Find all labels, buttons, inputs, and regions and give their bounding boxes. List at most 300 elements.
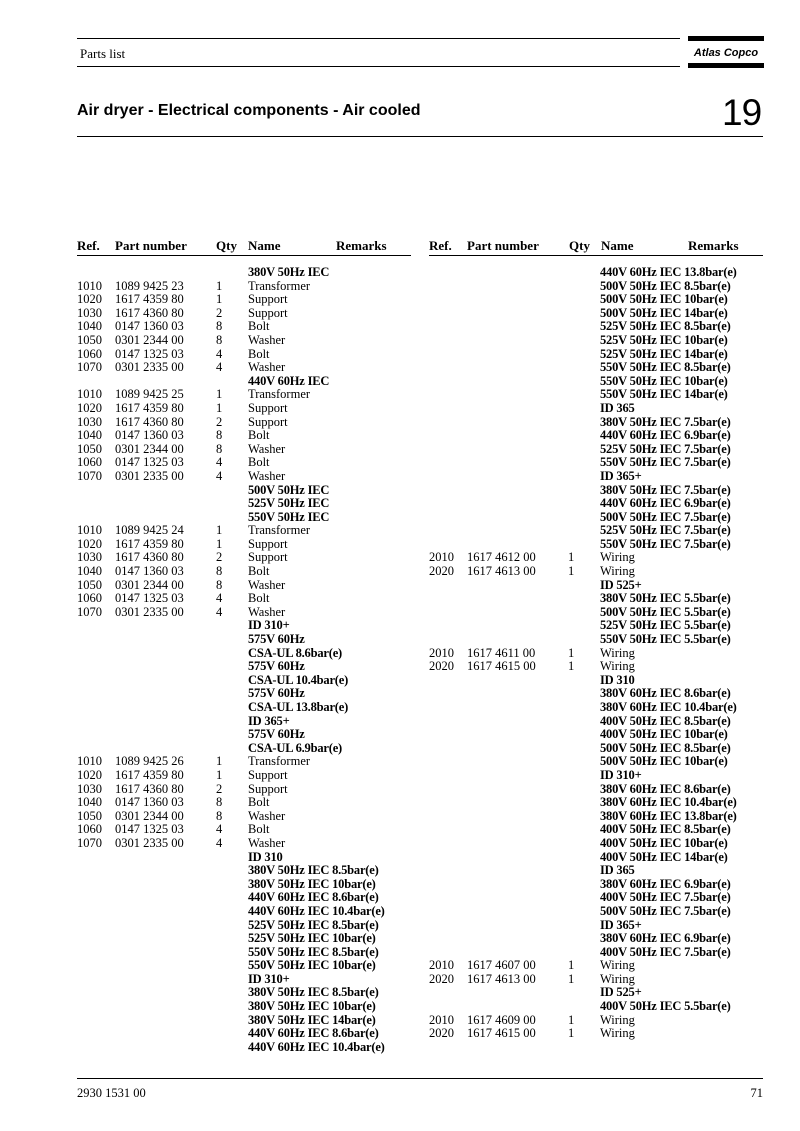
name-cell: 380V 60Hz IEC 6.9bar(e) — [600, 931, 731, 946]
table-row — [429, 402, 763, 416]
name-cell: Wiring — [600, 1012, 635, 1027]
table-row — [429, 524, 763, 538]
header-rule-left — [77, 255, 411, 256]
table-row — [429, 456, 763, 470]
name-cell: Bolt — [248, 591, 270, 606]
qty-cell: 1 — [568, 1012, 575, 1027]
ref-cell: 1010 — [77, 278, 102, 293]
name-cell: Washer — [248, 808, 286, 823]
table-row — [77, 742, 411, 756]
name-cell: 575V 60Hz — [248, 632, 305, 647]
table-row — [429, 280, 763, 294]
ref-cell: 1040 — [77, 319, 102, 334]
ref-cell: 1050 — [77, 808, 102, 823]
ref-cell: 1030 — [77, 781, 102, 796]
table-row — [429, 1027, 763, 1041]
table-row — [429, 416, 763, 430]
table-row — [77, 307, 411, 321]
name-cell: Wiring — [600, 550, 635, 565]
name-cell: 380V 60Hz IEC 8.6bar(e) — [600, 781, 731, 796]
table-row — [77, 973, 411, 987]
table-row — [429, 388, 763, 402]
name-cell: Wiring — [600, 645, 635, 660]
table-row — [77, 511, 411, 525]
qty-cell: 8 — [216, 319, 223, 334]
name-cell: Support — [248, 292, 288, 307]
name-cell: 440V 60Hz IEC 10.4bar(e) — [248, 1039, 385, 1054]
qty-cell: 8 — [216, 332, 223, 347]
qty-cell: 4 — [216, 591, 223, 606]
col-qty-left: Qty — [216, 238, 237, 253]
ref-cell: 1070 — [77, 468, 102, 483]
ref-cell: 1040 — [77, 564, 102, 579]
name-cell: Washer — [248, 577, 286, 592]
qty-cell: 1 — [568, 958, 575, 973]
name-cell: 380V 50Hz IEC 7.5bar(e) — [600, 482, 731, 497]
name-cell: 380V 50Hz IEC 8.5bar(e) — [248, 985, 379, 1000]
table-row — [77, 456, 411, 470]
name-cell: Support — [248, 400, 288, 415]
table-row — [429, 986, 763, 1000]
name-cell: Support — [248, 550, 288, 565]
table-row — [77, 619, 411, 633]
title-rule — [77, 136, 763, 137]
name-cell: 400V 50Hz IEC 8.5bar(e) — [600, 713, 731, 728]
logo-wordmark: Atlas Copco — [693, 47, 759, 59]
part-number-cell: 1089 9425 26 — [115, 754, 184, 769]
name-cell: 400V 50Hz IEC 7.5bar(e) — [600, 944, 731, 959]
table-row — [429, 823, 763, 837]
ref-cell: 1050 — [77, 577, 102, 592]
part-number-cell: 1617 4360 80 — [115, 305, 184, 320]
part-number-cell: 0301 2344 00 — [115, 577, 184, 592]
table-row — [429, 361, 763, 375]
ref-cell: 1070 — [77, 604, 102, 619]
name-cell: CSA-UL 10.4bar(e) — [248, 672, 349, 687]
qty-cell: 1 — [216, 754, 223, 769]
ref-cell: 1050 — [77, 441, 102, 456]
name-cell: 550V 50Hz IEC 7.5bar(e) — [600, 455, 731, 470]
col-ref-right: Ref. — [429, 238, 452, 253]
name-cell: 380V 50Hz IEC 7.5bar(e) — [600, 414, 731, 429]
footer-doc-number: 2930 1531 00 — [77, 1086, 146, 1100]
table-row — [429, 484, 763, 498]
part-number-cell: 1617 4359 80 — [115, 536, 184, 551]
name-cell: Washer — [248, 604, 286, 619]
table-row — [429, 619, 763, 633]
name-cell: 380V 50Hz IEC 10bar(e) — [248, 999, 376, 1014]
table-row — [77, 715, 411, 729]
table-row — [77, 946, 411, 960]
qty-cell: 8 — [216, 564, 223, 579]
table-row — [429, 905, 763, 919]
table-row — [77, 280, 411, 294]
table-row — [429, 443, 763, 457]
ref-cell: 1060 — [77, 591, 102, 606]
table-row — [429, 687, 763, 701]
name-cell: 525V 50Hz IEC — [248, 496, 330, 511]
name-cell: CSA-UL 8.6bar(e) — [248, 645, 343, 660]
qty-cell: 1 — [216, 767, 223, 782]
ref-cell: 2010 — [429, 958, 454, 973]
ref-cell: 1070 — [77, 835, 102, 850]
table-row — [77, 959, 411, 973]
name-cell: Support — [248, 414, 288, 429]
part-number-cell: 1089 9425 24 — [115, 523, 184, 538]
table-row — [429, 810, 763, 824]
table-row — [77, 932, 411, 946]
part-number-cell: 0301 2344 00 — [115, 441, 184, 456]
table-row — [77, 633, 411, 647]
name-cell: 500V 50Hz IEC 10bar(e) — [600, 292, 728, 307]
table-row — [77, 674, 411, 688]
table-row — [77, 769, 411, 783]
table-row — [77, 647, 411, 661]
table-row — [429, 715, 763, 729]
table-row — [429, 334, 763, 348]
table-row — [429, 946, 763, 960]
part-number-cell: 1617 4360 80 — [115, 781, 184, 796]
table-row — [429, 511, 763, 525]
name-cell: 380V 60Hz IEC 8.6bar(e) — [600, 686, 731, 701]
ref-cell: 2010 — [429, 645, 454, 660]
part-number-cell: 1617 4611 00 — [467, 645, 536, 660]
table-row — [77, 538, 411, 552]
part-number-cell: 0301 2344 00 — [115, 332, 184, 347]
name-cell: ID 310 — [600, 672, 635, 687]
qty-cell: 4 — [216, 455, 223, 470]
table-row — [429, 538, 763, 552]
table-row — [429, 1014, 763, 1028]
table-row — [77, 687, 411, 701]
name-cell: ID 365+ — [600, 917, 642, 932]
qty-cell: 1 — [568, 550, 575, 565]
table-row — [429, 959, 763, 973]
name-cell: 380V 50Hz IEC — [248, 265, 330, 279]
qty-cell: 1 — [216, 292, 223, 307]
table-row — [77, 470, 411, 484]
table-row — [429, 606, 763, 620]
table-row — [77, 320, 411, 334]
col-ref-left: Ref. — [77, 238, 100, 253]
table-row — [77, 416, 411, 430]
name-cell: Washer — [248, 360, 286, 375]
ref-cell: 1030 — [77, 414, 102, 429]
name-cell: CSA-UL 6.9bar(e) — [248, 740, 343, 755]
qty-cell: 1 — [568, 645, 575, 660]
table-row — [77, 402, 411, 416]
ref-cell: 1030 — [77, 550, 102, 565]
name-cell: 380V 50Hz IEC 10bar(e) — [248, 876, 376, 891]
part-number-cell: 0147 1360 03 — [115, 319, 184, 334]
name-cell: Transformer — [248, 754, 311, 769]
name-cell: 525V 50Hz IEC 5.5bar(e) — [600, 618, 731, 633]
table-row — [429, 375, 763, 389]
name-cell: 550V 50Hz IEC 10bar(e) — [248, 958, 376, 973]
name-cell: ID 525+ — [600, 577, 642, 592]
ref-cell: 1010 — [77, 387, 102, 402]
name-cell: 380V 50Hz IEC 14bar(e) — [248, 1012, 376, 1027]
name-cell: Bolt — [248, 346, 270, 361]
name-cell: 380V 50Hz IEC 8.5bar(e) — [248, 863, 379, 878]
table-row — [77, 728, 411, 742]
table-row — [429, 783, 763, 797]
ref-cell: 2010 — [429, 1012, 454, 1027]
name-cell: 440V 60Hz IEC 13.8bar(e) — [600, 265, 737, 279]
name-cell: 440V 60Hz IEC 10.4bar(e) — [248, 903, 385, 918]
col-name-left: Name — [248, 238, 281, 253]
table-row — [77, 443, 411, 457]
qty-cell: 4 — [216, 822, 223, 837]
ref-cell: 1060 — [77, 346, 102, 361]
table-row — [429, 293, 763, 307]
col-part-right: Part number — [467, 238, 539, 253]
name-cell: ID 310+ — [248, 971, 290, 986]
name-cell: 400V 50Hz IEC 10bar(e) — [600, 835, 728, 850]
col-name-right: Name — [601, 238, 634, 253]
name-cell: Transformer — [248, 523, 311, 538]
table-row — [429, 470, 763, 484]
col-remarks-right: Remarks — [688, 238, 739, 253]
name-cell: Wiring — [600, 958, 635, 973]
table-row — [429, 497, 763, 511]
table-row — [429, 1000, 763, 1014]
name-cell: 440V 60Hz IEC 8.6bar(e) — [248, 890, 379, 905]
name-cell: 550V 50Hz IEC 8.5bar(e) — [248, 944, 379, 959]
table-row — [77, 565, 411, 579]
name-cell: 500V 50Hz IEC 5.5bar(e) — [600, 604, 731, 619]
name-cell: 525V 50Hz IEC 10bar(e) — [248, 931, 376, 946]
name-cell: 550V 50Hz IEC 10bar(e) — [600, 373, 728, 388]
part-number-cell: 0147 1325 03 — [115, 591, 184, 606]
name-cell: Support — [248, 305, 288, 320]
part-number-cell: 0147 1325 03 — [115, 346, 184, 361]
qty-cell: 1 — [568, 564, 575, 579]
name-cell: 400V 50Hz IEC 10bar(e) — [600, 727, 728, 742]
qty-cell: 4 — [216, 346, 223, 361]
qty-cell: 8 — [216, 577, 223, 592]
name-cell: 380V 60Hz IEC 10.4bar(e) — [600, 700, 737, 714]
table-row — [429, 878, 763, 892]
part-number-cell: 1617 4613 00 — [467, 971, 536, 986]
part-number-cell: 0301 2335 00 — [115, 360, 184, 375]
ref-cell: 1020 — [77, 400, 102, 415]
table-row — [77, 1000, 411, 1014]
name-cell: 440V 60Hz IEC 6.9bar(e) — [600, 496, 731, 511]
name-cell: ID 525+ — [600, 985, 642, 1000]
part-number-cell: 1089 9425 23 — [115, 278, 184, 293]
ref-cell: 1060 — [77, 822, 102, 837]
ref-cell: 1020 — [77, 292, 102, 307]
ref-cell: 2010 — [429, 550, 454, 565]
qty-cell: 1 — [216, 400, 223, 415]
qty-cell: 2 — [216, 781, 223, 796]
qty-cell: 1 — [216, 523, 223, 538]
table-row — [429, 837, 763, 851]
ref-cell: 1040 — [77, 428, 102, 443]
name-cell: Support — [248, 767, 288, 782]
name-cell: 500V 50Hz IEC 8.5bar(e) — [600, 740, 731, 755]
ref-cell: 1050 — [77, 332, 102, 347]
table-row — [429, 348, 763, 362]
ref-cell: 1070 — [77, 360, 102, 375]
name-cell: ID 365 — [600, 400, 635, 415]
name-cell: 380V 60Hz IEC 13.8bar(e) — [600, 808, 737, 823]
ref-cell: 2020 — [429, 564, 454, 579]
name-cell: Transformer — [248, 387, 311, 402]
name-cell: 550V 50Hz IEC 5.5bar(e) — [600, 632, 731, 647]
table-row — [429, 919, 763, 933]
name-cell: 400V 50Hz IEC 7.5bar(e) — [600, 890, 731, 905]
name-cell: 525V 50Hz IEC 8.5bar(e) — [600, 319, 731, 334]
name-cell: 525V 50Hz IEC 14bar(e) — [600, 346, 728, 361]
part-number-cell: 0147 1360 03 — [115, 564, 184, 579]
table-row — [429, 932, 763, 946]
table-row — [429, 429, 763, 443]
name-cell: Bolt — [248, 428, 270, 443]
name-cell: 440V 60Hz IEC — [248, 373, 330, 388]
table-row — [429, 551, 763, 565]
parts-list-right — [429, 266, 763, 1041]
part-number-cell: 1617 4615 00 — [467, 659, 536, 674]
table-row — [429, 769, 763, 783]
name-cell: Washer — [248, 468, 286, 483]
qty-cell: 1 — [216, 536, 223, 551]
part-number-cell: 0301 2344 00 — [115, 808, 184, 823]
part-number-cell: 0147 1325 03 — [115, 822, 184, 837]
name-cell: Wiring — [600, 564, 635, 579]
qty-cell: 4 — [216, 468, 223, 483]
name-cell: Support — [248, 536, 288, 551]
ref-cell: 1020 — [77, 767, 102, 782]
name-cell: 500V 50Hz IEC 7.5bar(e) — [600, 509, 731, 524]
table-row — [77, 796, 411, 810]
name-cell: 525V 50Hz IEC 10bar(e) — [600, 332, 728, 347]
table-row — [429, 851, 763, 865]
footer-rule — [77, 1078, 763, 1079]
table-row — [429, 647, 763, 661]
name-cell: Wiring — [600, 971, 635, 986]
name-cell: 550V 50Hz IEC 7.5bar(e) — [600, 536, 731, 551]
name-cell: ID 365+ — [600, 468, 642, 483]
table-row — [429, 742, 763, 756]
part-number-cell: 0147 1360 03 — [115, 795, 184, 810]
col-part-left: Part number — [115, 238, 187, 253]
name-cell: 500V 50Hz IEC 8.5bar(e) — [600, 278, 731, 293]
table-row — [429, 320, 763, 334]
name-cell: ID 310 — [248, 849, 283, 864]
name-cell: 400V 50Hz IEC 5.5bar(e) — [600, 999, 731, 1014]
part-number-cell: 1617 4359 80 — [115, 292, 184, 307]
table-row — [77, 851, 411, 865]
table-row — [429, 973, 763, 987]
name-cell: Bolt — [248, 564, 270, 579]
col-qty-right: Qty — [569, 238, 590, 253]
table-row — [429, 579, 763, 593]
ref-cell: 1010 — [77, 754, 102, 769]
page-title: Air dryer - Electrical components - Air cooled — [77, 102, 421, 119]
table-row — [77, 878, 411, 892]
table-row — [77, 891, 411, 905]
name-cell: Washer — [248, 332, 286, 347]
name-cell: Washer — [248, 441, 286, 456]
qty-cell: 1 — [216, 387, 223, 402]
part-number-cell: 0301 2335 00 — [115, 604, 184, 619]
qty-cell: 1 — [568, 659, 575, 674]
name-cell: 500V 50Hz IEC — [248, 482, 330, 497]
table-row — [429, 660, 763, 674]
table-row — [77, 810, 411, 824]
qty-cell: 1 — [568, 1026, 575, 1041]
name-cell: Bolt — [248, 822, 270, 837]
ref-cell: 2020 — [429, 659, 454, 674]
header-rule-top — [77, 38, 680, 39]
ref-cell: 2020 — [429, 1026, 454, 1041]
table-row — [429, 796, 763, 810]
part-number-cell: 0147 1360 03 — [115, 428, 184, 443]
table-row — [77, 524, 411, 538]
table-row — [77, 266, 411, 280]
table-row — [77, 986, 411, 1000]
atlas-copco-logo — [688, 36, 764, 68]
name-cell: 400V 50Hz IEC 8.5bar(e) — [600, 822, 731, 837]
table-row — [77, 783, 411, 797]
ref-cell: 1030 — [77, 305, 102, 320]
table-row — [429, 633, 763, 647]
name-cell: 550V 50Hz IEC 14bar(e) — [600, 387, 728, 402]
part-number-cell: 1617 4359 80 — [115, 400, 184, 415]
name-cell: 400V 50Hz IEC 14bar(e) — [600, 849, 728, 864]
table-row — [77, 823, 411, 837]
name-cell: 500V 50Hz IEC 14bar(e) — [600, 305, 728, 320]
name-cell: 440V 60Hz IEC 6.9bar(e) — [600, 428, 731, 443]
table-row — [77, 1014, 411, 1028]
table-row — [429, 266, 763, 280]
part-number-cell: 1617 4613 00 — [467, 564, 536, 579]
table-row — [77, 755, 411, 769]
name-cell: ID 365+ — [248, 713, 290, 728]
ref-cell: 1040 — [77, 795, 102, 810]
qty-cell: 2 — [216, 414, 223, 429]
table-row — [429, 307, 763, 321]
chapter-number: 19 — [722, 92, 762, 133]
name-cell: 525V 50Hz IEC 7.5bar(e) — [600, 523, 731, 538]
table-row — [77, 1041, 411, 1055]
part-number-cell: 0147 1325 03 — [115, 455, 184, 470]
table-row — [77, 660, 411, 674]
table-row — [429, 891, 763, 905]
table-row — [77, 1027, 411, 1041]
ref-cell: 2020 — [429, 971, 454, 986]
qty-cell: 1 — [568, 971, 575, 986]
table-row — [77, 701, 411, 715]
name-cell: 550V 50Hz IEC — [248, 509, 330, 524]
page-number: 71 — [750, 1086, 763, 1100]
table-row — [77, 484, 411, 498]
table-row — [77, 375, 411, 389]
part-number-cell: 1617 4607 00 — [467, 958, 536, 973]
table-row — [429, 755, 763, 769]
qty-cell: 1 — [216, 278, 223, 293]
table-row — [429, 701, 763, 715]
table-row — [77, 348, 411, 362]
table-row — [77, 429, 411, 443]
table-row — [77, 905, 411, 919]
name-cell: ID 310+ — [248, 618, 290, 633]
qty-cell: 8 — [216, 428, 223, 443]
table-row — [77, 293, 411, 307]
table-row — [77, 592, 411, 606]
